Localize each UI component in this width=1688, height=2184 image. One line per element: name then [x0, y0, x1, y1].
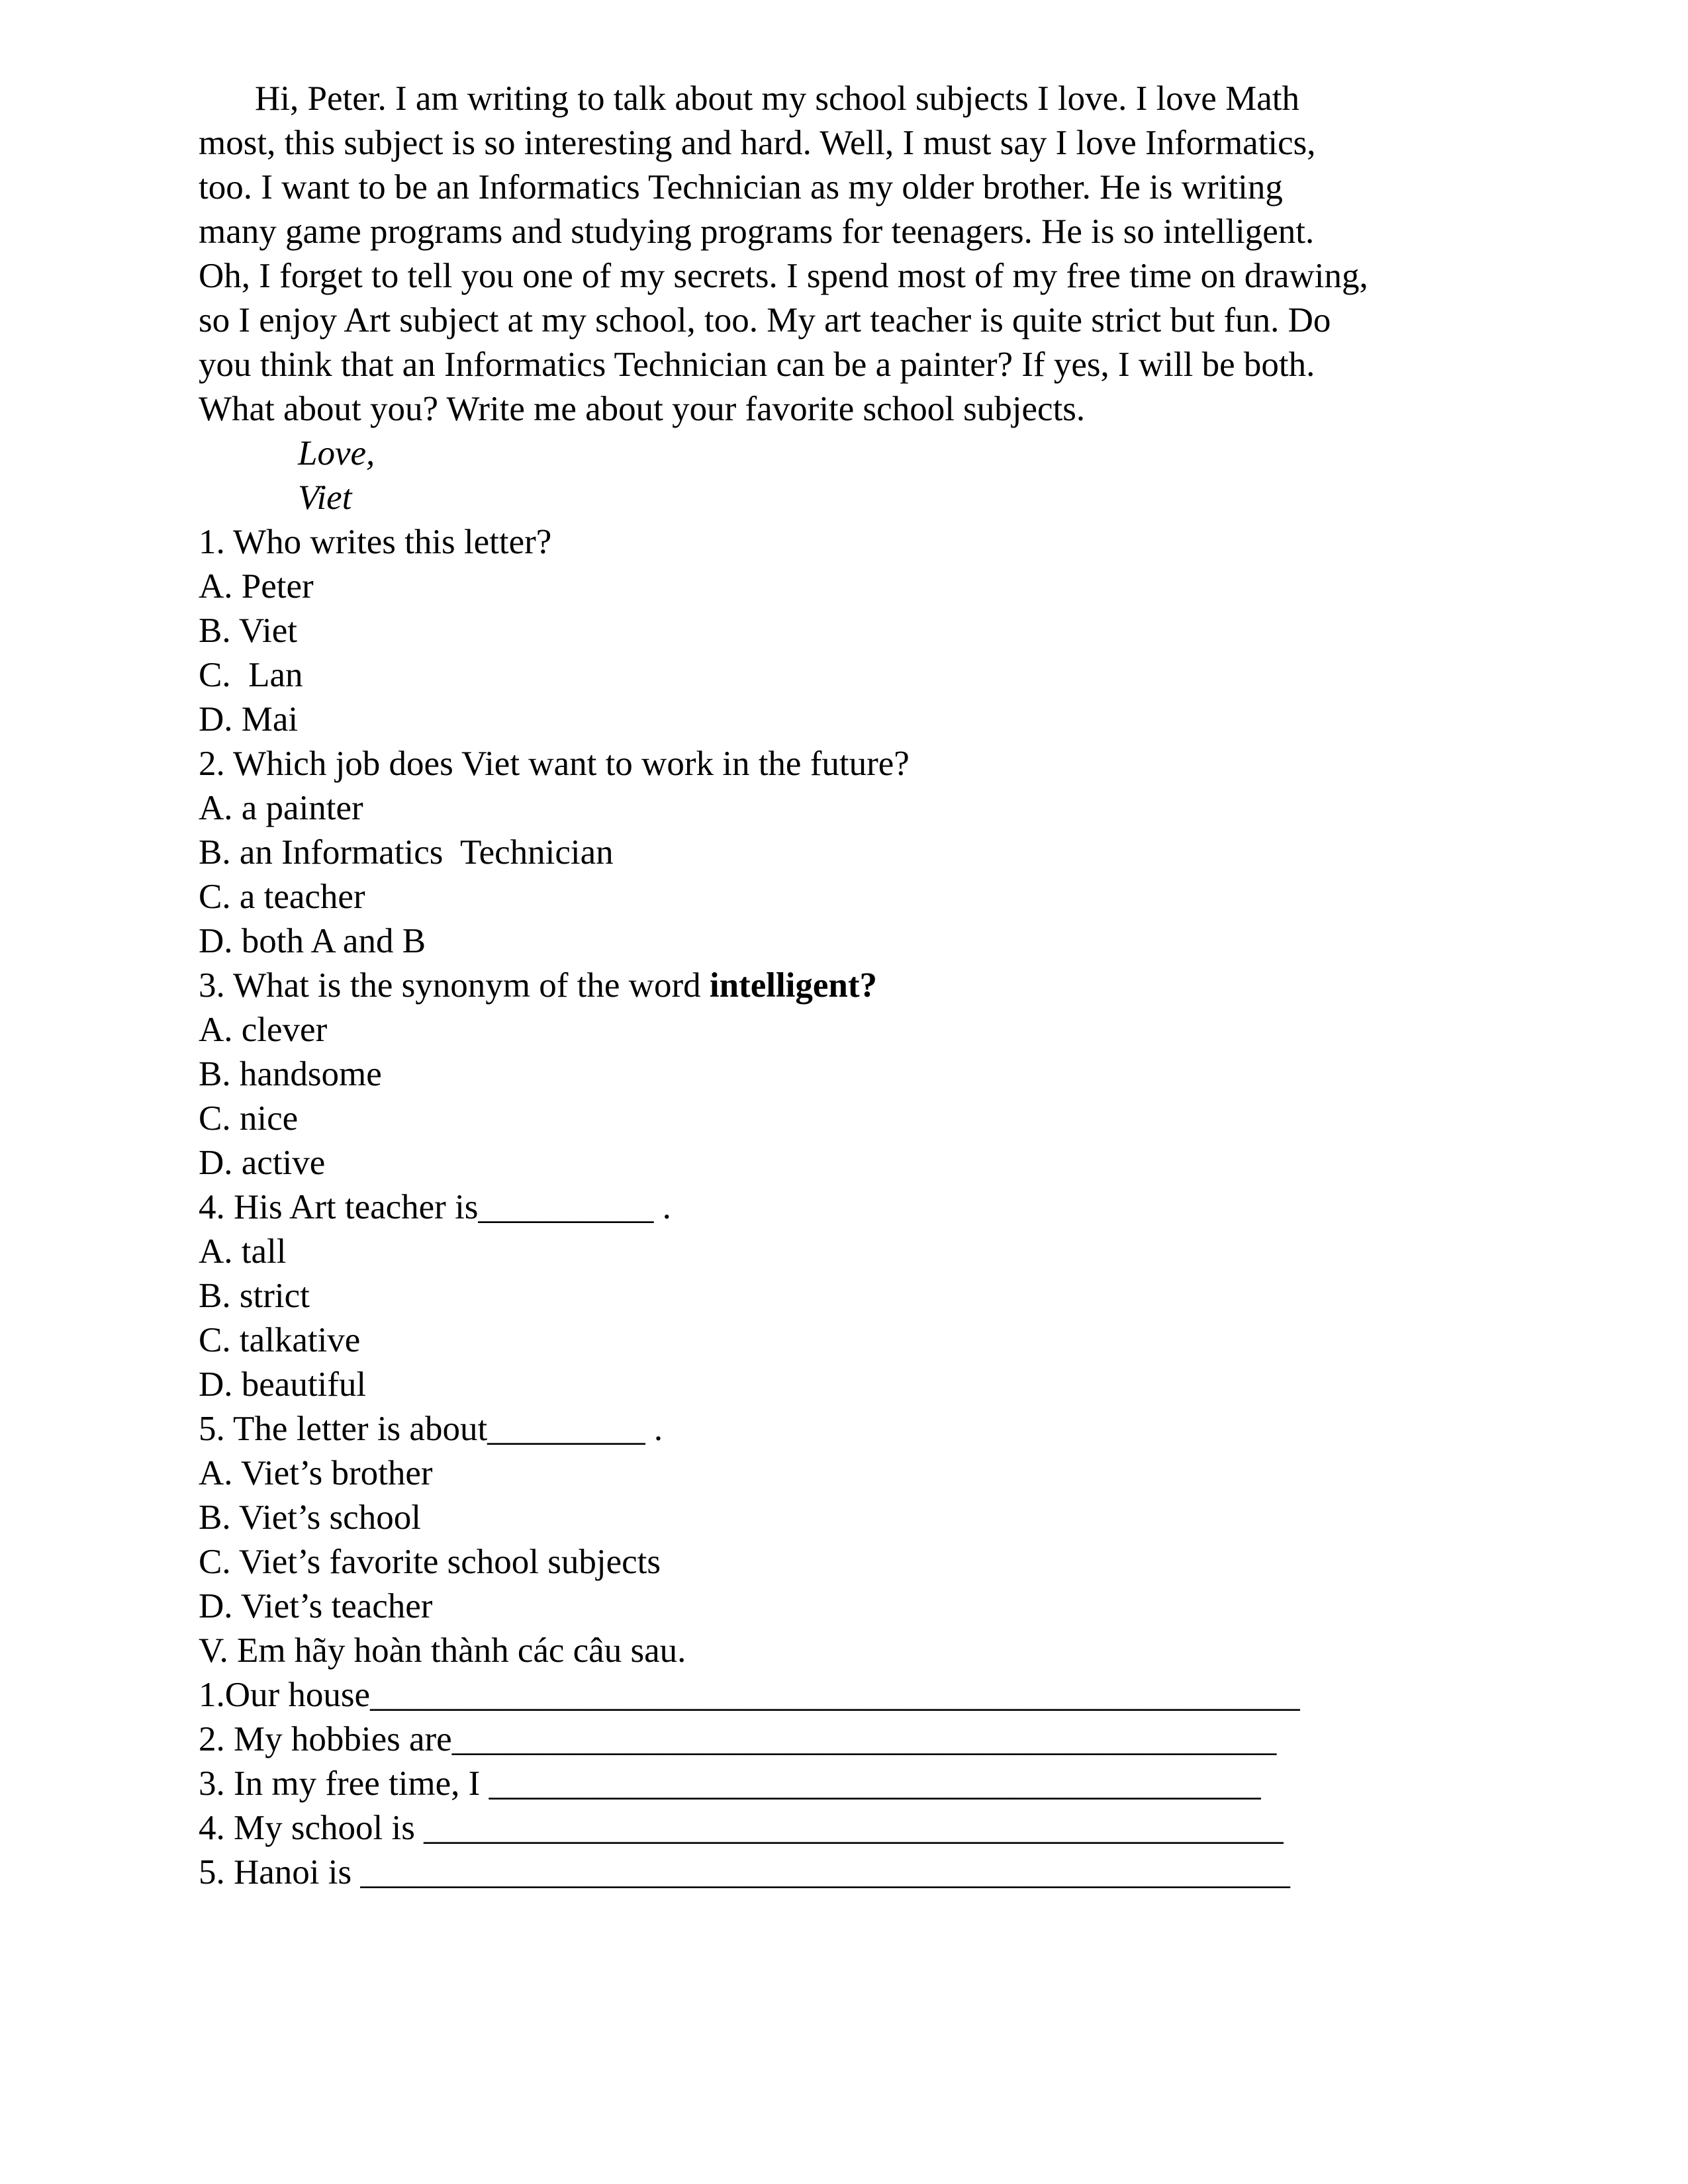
answer-option: B. an Informatics Technician — [199, 833, 614, 872]
section-heading: V. Em hãy hoàn thành các câu sau. — [199, 1631, 686, 1670]
completion-item: 4. My school is _________________________________________________ — [199, 1809, 1284, 1847]
completion-item: 5. Hanoi is _____________________________________________________ — [199, 1853, 1290, 1891]
question-4 — [199, 1185, 1523, 1407]
answer-option: B. strict — [199, 1277, 310, 1315]
letter-line: you think that an Informatics Technician can be a painter? If yes, I will be both. — [199, 345, 1315, 384]
answer-option: A. clever — [199, 1011, 328, 1049]
completion-item: 2. My hobbies are_______________________________________________ — [199, 1720, 1277, 1758]
letter-line: most, this subject is so interesting and hard. Well, I must say I love Informatics, — [199, 124, 1316, 162]
letter-closing: Love, — [298, 434, 375, 473]
answer-option: C. Viet’s favorite school subjects — [199, 1543, 661, 1581]
answer-option: C. Lan — [199, 656, 303, 694]
answer-option: C. talkative — [199, 1321, 361, 1359]
answer-option: C. a teacher — [199, 878, 365, 916]
answer-option: D. beautiful — [199, 1365, 367, 1404]
answer-option: D. Viet’s teacher — [199, 1587, 433, 1625]
question-text-prefix: 3. What is the synonym of the word — [199, 966, 710, 1005]
answer-option: B. Viet’s school — [199, 1498, 421, 1537]
answer-option: B. Viet — [199, 612, 297, 650]
section-v — [199, 1629, 1523, 1895]
letter-line: many game programs and studying programs for teenagers. He is so intelligent. — [199, 212, 1315, 251]
letter-line: too. I want to be an Informatics Technician as my older brother. He is writing — [199, 168, 1283, 206]
question-text: 5. The letter is about_________ . — [199, 1410, 663, 1448]
answer-option: C. nice — [199, 1099, 299, 1138]
answer-option: D. active — [199, 1144, 326, 1182]
completion-item: 1.Our house_____________________________________________________ — [199, 1676, 1300, 1714]
question-3 — [199, 964, 1523, 1185]
answer-option: D. both A and B — [199, 922, 426, 960]
answer-option: A. a painter — [199, 789, 363, 827]
question-text: 1. Who writes this letter? — [199, 523, 552, 561]
question-keyword: intelligent? — [709, 966, 878, 1005]
question-5 — [199, 1407, 1523, 1629]
letter-line: Oh, I forget to tell you one of my secrets. I spend most of my free time on drawing, — [199, 257, 1368, 295]
answer-option: A. Peter — [199, 567, 314, 606]
letter-line: so I enjoy Art subject at my school, too. My art teacher is quite strict but fun. Do — [199, 301, 1331, 340]
answer-option: A. Viet’s brother — [199, 1454, 433, 1492]
completion-item: 3. In my free time, I ____________________________________________ — [199, 1764, 1261, 1803]
letter — [199, 77, 1523, 520]
question-text: 4. His Art teacher is__________ . — [199, 1188, 671, 1226]
answer-option: B. handsome — [199, 1055, 382, 1093]
question-2 — [199, 742, 1523, 964]
letter-line: Hi, Peter. I am writing to talk about my school subjects I love. I love Math — [255, 79, 1299, 118]
worksheet-content — [199, 77, 1523, 1895]
letter-line: What about you? Write me about your favorite school subjects. — [199, 390, 1086, 428]
answer-option: D. Mai — [199, 700, 299, 739]
answer-option: A. tall — [199, 1232, 287, 1271]
letter-signature: Viet — [298, 478, 352, 517]
question-1 — [199, 520, 1523, 742]
question-text — [199, 964, 1523, 1008]
question-text: 2. Which job does Viet want to work in the future? — [199, 745, 910, 783]
